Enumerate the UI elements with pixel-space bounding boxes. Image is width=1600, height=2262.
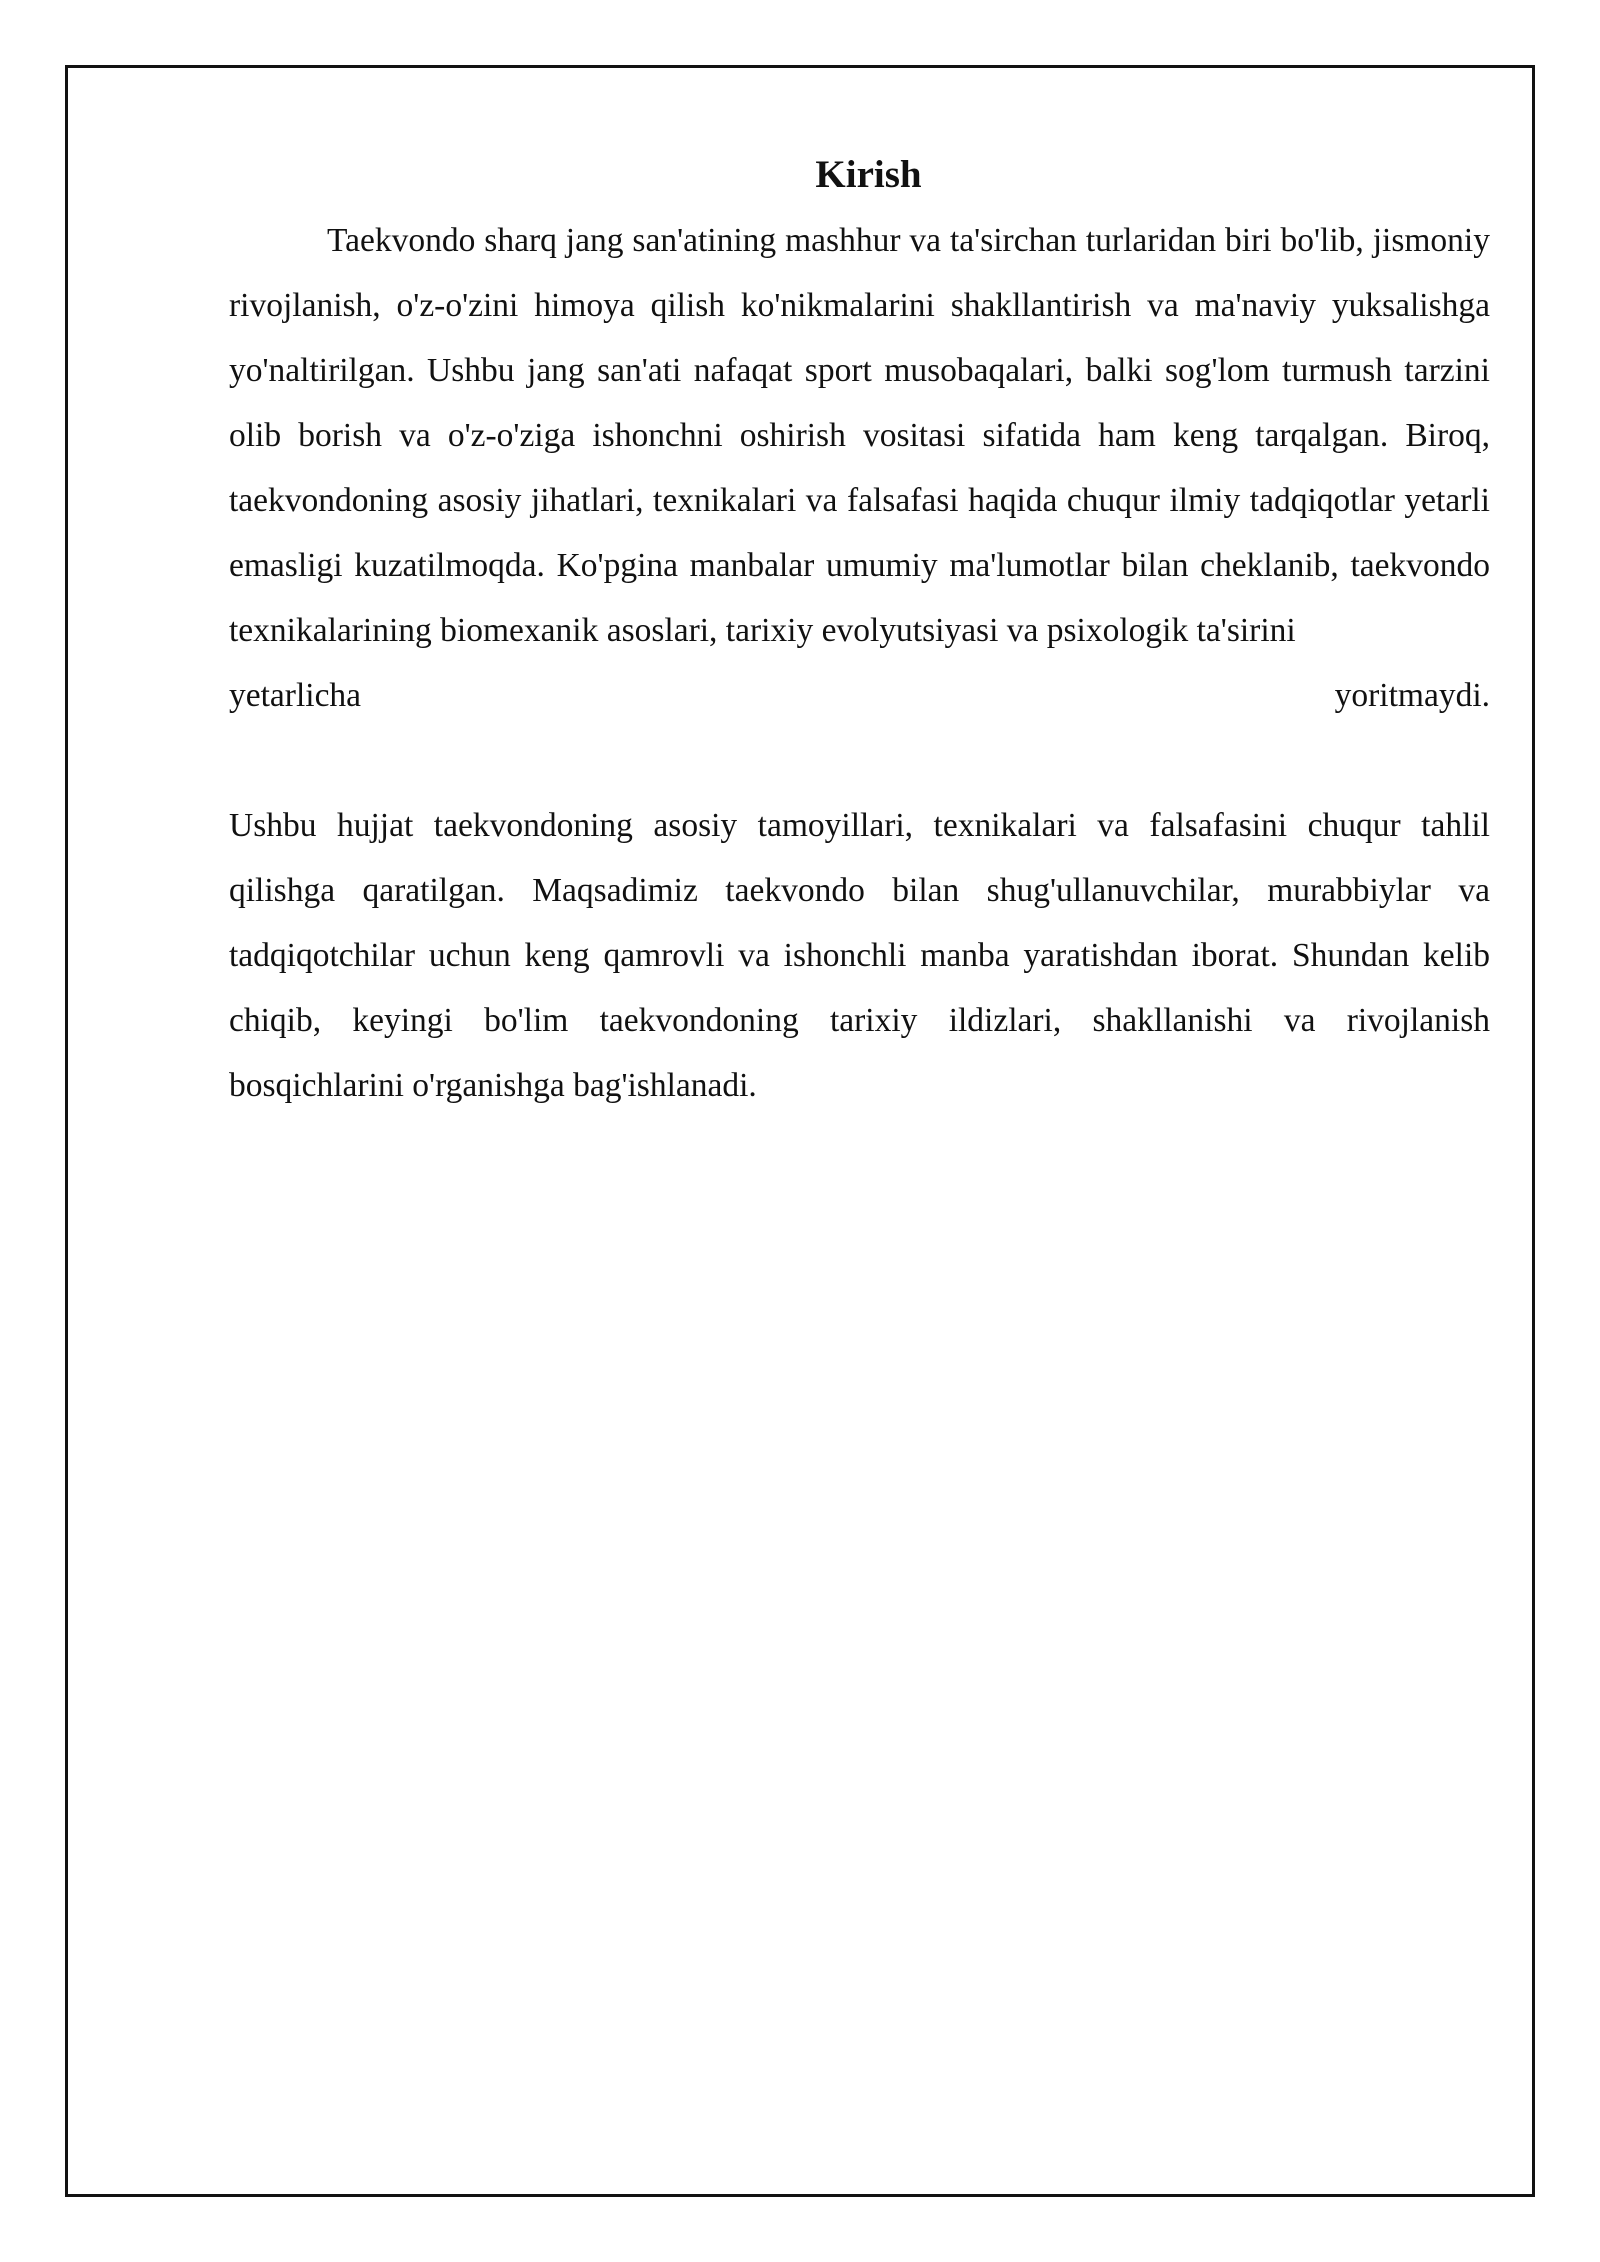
paragraph-spacer — [229, 728, 1490, 793]
paragraph-2: Ushbu hujjat taekvondoning asosiy tamoyillari, texnikalari va falsafasini chuqur tahlil qilishga qaratilgan. Maqsadimiz taekvondo bilan shug'ullanuvchilar, murabbiylar va tadqiqotchilar uchun keng qamrovli va ishonchli manba yaratishdan iborat. Shundan kelib chiqib, keyingi bo'lim taekvondoning tarixiy ildizlari, shakllanishi va rivojlanish bosqichlarini o'rganishga bag'ishlanadi. — [229, 807, 1490, 1104]
document-title: Kirish — [815, 153, 922, 196]
paragraph-1-last-line: yetarlicha yoritmaydi. — [229, 677, 1490, 714]
document-body — [229, 150, 1490, 1118]
paragraph-1-text: Taekvondo sharq jang san'atining mashhur va ta'sirchan turlaridan biri bo'lib, jismoniy rivojlanish, o'z-o'zini himoya qilish ko'nikmalarini shakllantirish va ma'naviy yuksalishga yo'naltirilgan. Ushbu jang san'ati nafaqat sport musobaqalari, balki sog'lom turmush tarzini olib borish va o'z-o'ziga ishonchni oshirish vositasi sifatida ham keng tarqalgan. Biroq, taekvondoning asosiy jihatlari, texnikalari va falsafasi haqida chuqur ilmiy tadqiqotlar yetarli emasligi kuzatilmoqda. Ko'pgina manbalar umumiy ma'lumotlar bilan cheklanib, taekvondo texnikalarining biomexanik asoslari, tarixiy evolyutsiyasi va psixologik ta'sirini — [229, 222, 1490, 649]
paragraph-1 — [229, 208, 1490, 728]
